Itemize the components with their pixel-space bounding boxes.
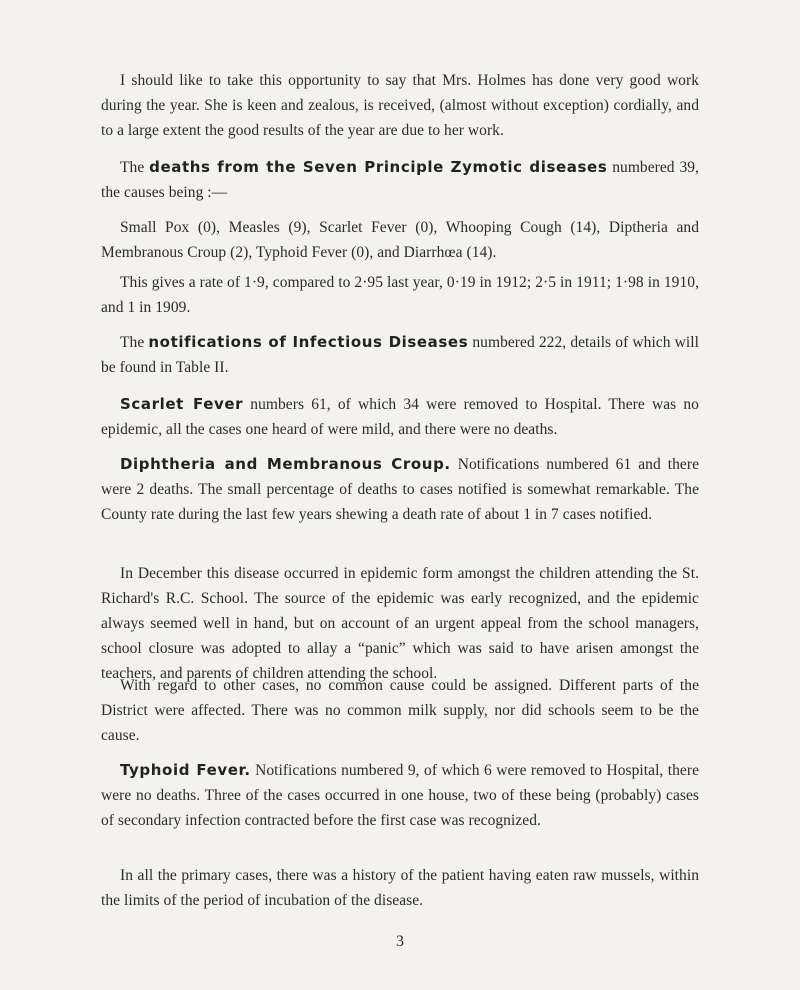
paragraph-school-epidemic (101, 561, 699, 686)
paragraph-text (101, 758, 699, 833)
paragraph-typhoid-fever (101, 758, 699, 833)
paragraph-death-rate (101, 270, 699, 320)
paragraph-text (101, 155, 699, 205)
section-heading-typhoid-fever: Typhoid Fever. (120, 761, 251, 779)
page-number: 3 (396, 933, 404, 950)
paragraph-text-rest: numbered 222, details of which will be found in Table II. (101, 334, 699, 376)
paragraph-text: In December this disease occurred in epidemic form amongst the children attending the St. Richard's R.C. School. The source of the epidemic was early recognized, and the epidemic always seemed well in hand, but on account of an urgent appeal from the school managers, school closure was adopted to allay a “panic” which was said to have arisen amongst the teachers, and parents of children attending the school. (101, 565, 699, 682)
paragraph-causes-list (101, 215, 699, 265)
paragraph-text-rest: Notifications numbered 9, of which 6 were removed to Hospital, there were no deaths. Three of the cases occurred in one house, two of these being (probably) cases of secondary infection contracted before the first case was recognized. (101, 762, 699, 829)
paragraph-text (101, 330, 699, 380)
paragraph-scarlet-fever (101, 392, 699, 442)
paragraph-other-cases (101, 673, 699, 748)
section-heading-zymotic-deaths: deaths from the Seven Principle Zymotic diseases (149, 158, 608, 176)
paragraph-text-rest: numbered 39, the causes being :— (101, 159, 699, 201)
paragraph-diphtheria (101, 452, 699, 527)
paragraph-text (101, 392, 699, 442)
paragraph-holmes-work (101, 68, 699, 143)
paragraph-text: Small Pox (0), Measles (9), Scarlet Fever (0), Whooping Cough (14), Diptheria and Membranous Croup (2), Typhoid Fever (0), and Diarrhœa (14). (101, 219, 699, 261)
section-heading-diphtheria: Diphtheria and Membranous Croup. (120, 455, 451, 473)
section-heading-scarlet-fever: Scarlet Fever (120, 395, 244, 413)
paragraph-mussels (101, 863, 699, 913)
paragraph-text (101, 452, 699, 527)
paragraph-text-rest: numbers 61, of which 34 were removed to Hospital. There was no epidemic, all the cases one heard of were mild, and there were no deaths. (101, 396, 699, 438)
paragraph-text: In all the primary cases, there was a history of the patient having eaten raw mussels, within the limits of the period of incubation of the disease. (101, 867, 699, 909)
paragraph-text: This gives a rate of 1·9, compared to 2·95 last year, 0·19 in 1912; 2·5 in 1911; 1·98 in 1910, and 1 in 1909. (101, 274, 699, 316)
paragraph-notifications (101, 330, 699, 380)
paragraph-zymotic-deaths (101, 155, 699, 205)
paragraph-text-start: The (120, 334, 149, 351)
paragraph-text-start: The (120, 159, 150, 176)
paragraph-text: With regard to other cases, no common cause could be assigned. Different parts of the District were affected. There was no common milk supply, nor did schools seem to be the cause. (101, 677, 699, 744)
section-heading-notifications: notifications of Infectious Diseases (148, 333, 469, 351)
paragraph-text-rest: Notifications numbered 61 and there were 2 deaths. The small percentage of deaths to cases notified is somewhat remarkable. The County rate during the last few years shewing a death rate of about 1 in 7 cases notified. (101, 456, 700, 523)
paragraph-text: I should like to take this opportunity to say that Mrs. Holmes has done very good work during the year. She is keen and zealous, is received, (almost without exception) cordially, and to a large extent the good results of the year are due to her work. (101, 72, 699, 139)
